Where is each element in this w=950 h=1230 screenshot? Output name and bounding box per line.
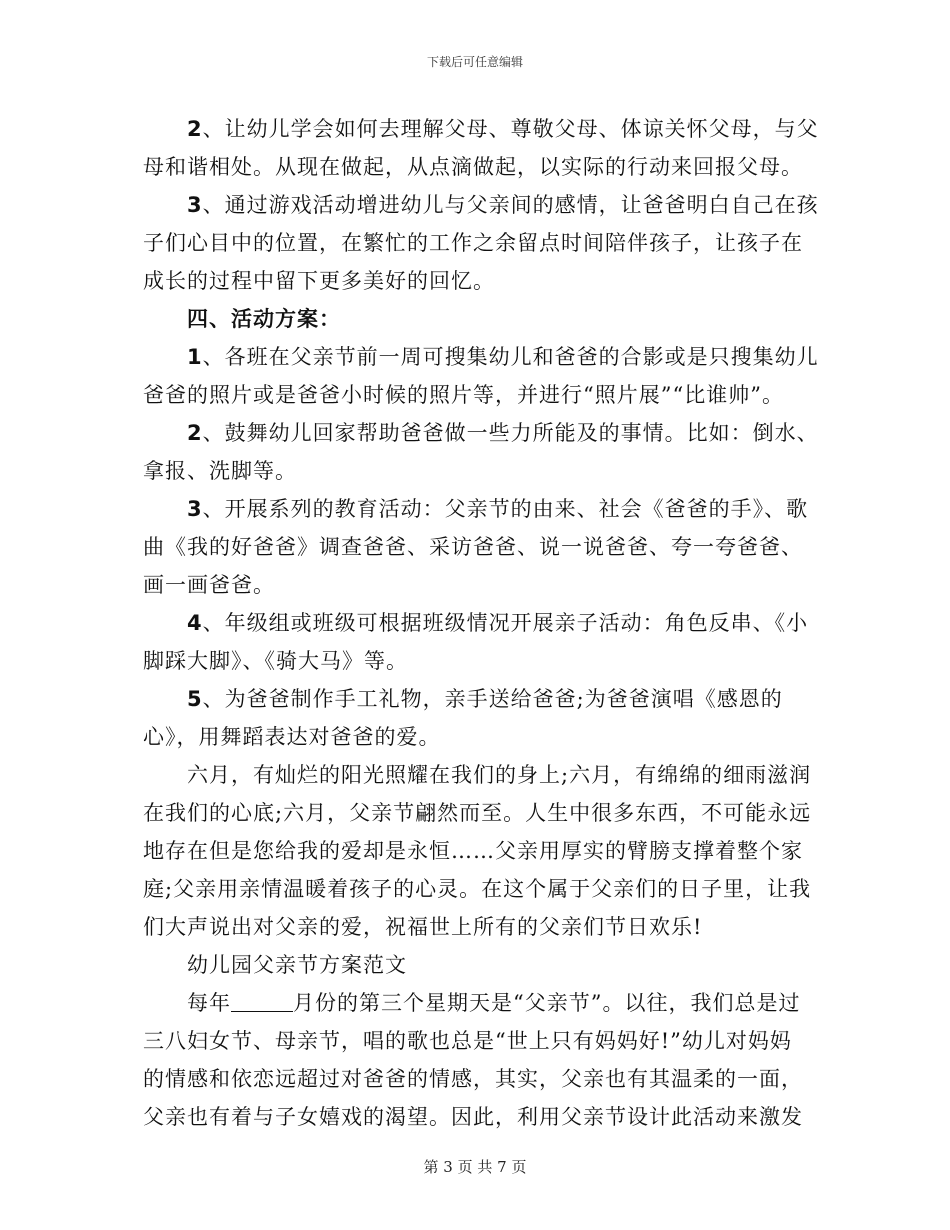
paragraph-line: 父亲也有着与子女嬉戏的渴望。因此，利用父亲节设计此活动来激发 — [143, 1105, 803, 1129]
paragraph-line: 的情感和依恋远超过对爸爸的情感，其实，父亲也有其温柔的一面， — [143, 1067, 803, 1091]
section-heading: 四、活动方案： — [187, 306, 341, 331]
paragraph-line: 4、年级组或班级可根据班级情况开展亲子活动：角色反串、《小 — [187, 611, 809, 635]
paragraph-line: 们大声说出对父亲的爱，祝福世上所有的父亲们节日欢乐! — [143, 915, 703, 939]
section-title: 幼儿园父亲节方案范文 — [187, 953, 407, 977]
fill-in-blank — [231, 985, 293, 1012]
paragraph-line: 3、开展系列的教育活动：父亲节的由来、社会《爸爸的手》、歌 — [187, 497, 809, 521]
paragraph-line: 画一画爸爸。 — [143, 573, 275, 597]
paragraph-line: 每年 月份的第三个星期天是“父亲节”。以往，我们总是过 — [143, 984, 811, 1022]
paragraph-line: 庭;父亲用亲情温暖着孩子的心灵。在这个属于父亲们的日子里，让我 — [143, 877, 812, 901]
paragraph-line: 1、各班在父亲节前一周可搜集幼儿和爸爸的合影或是只搜集幼儿 — [187, 345, 819, 369]
item-number: 4 — [187, 611, 203, 635]
paragraph-line: 心》，用舞蹈表达对爸爸的爱。 — [143, 725, 441, 749]
item-number: 5 — [187, 687, 203, 711]
paragraph-line: 2、让幼儿学会如何去理解父母、尊敬父母、体谅关怀父母，与父 — [187, 117, 819, 141]
page-number-footer: 第 3 页 共 7 页 — [423, 1158, 527, 1176]
paragraph-line: 成长的过程中留下更多美好的回忆。 — [143, 269, 495, 293]
paragraph-line: 拿报、洗脚等。 — [143, 459, 297, 483]
paragraph-line: 5、为爸爸制作手工礼物，亲手送给爸爸;为爸爸演唱《感恩的 — [187, 687, 783, 711]
paragraph-line: 子们心目中的位置，在繁忙的工作之余留点时间陪伴孩子，让孩子在 — [143, 231, 803, 255]
paragraph-line: 2、鼓舞幼儿回家帮助爸爸做一些力所能及的事情。比如：倒水、 — [187, 421, 819, 445]
paragraph-line: 母和谐相处。从现在做起，从点滴做起，以实际的行动来回报父母。 — [143, 155, 803, 179]
paragraph-line: 脚踩大脚》、《骑大马》等。 — [143, 649, 408, 673]
paragraph-line: 3、通过游戏活动增进幼儿与父亲间的感情，让爸爸明白自己在孩 — [187, 193, 819, 217]
document-body — [143, 110, 819, 1136]
item-number: 1 — [187, 345, 203, 369]
paragraph-line: 六月，有灿烂的阳光照耀在我们的身上;六月，有绵绵的细雨滋润 — [187, 763, 812, 787]
paragraph-line: 地存在但是您给我的爱却是永恒……父亲用厚实的臂膀支撑着整个家 — [143, 839, 803, 863]
item-number: 3 — [187, 497, 203, 521]
paragraph-line: 在我们的心底;六月，父亲节翩然而至。人生中很多东西，不可能永远 — [143, 801, 812, 825]
paragraph-line: 三八妇女节、母亲节，唱的歌也总是“世上只有妈妈好!”幼儿对妈妈 — [143, 1029, 792, 1053]
item-number: 2 — [187, 421, 203, 445]
item-number: 3 — [187, 193, 203, 217]
paragraph-line: 爸爸的照片或是爸爸小时候的照片等，并进行“照片展”“比谁帅”。 — [143, 383, 784, 407]
page-header-note: 下载后可任意编辑 — [426, 55, 523, 69]
item-number: 2 — [187, 117, 203, 141]
paragraph-line: 曲《我的好爸爸》调查爸爸、采访爸爸、说一说爸爸、夸一夸爸爸、 — [143, 535, 803, 559]
